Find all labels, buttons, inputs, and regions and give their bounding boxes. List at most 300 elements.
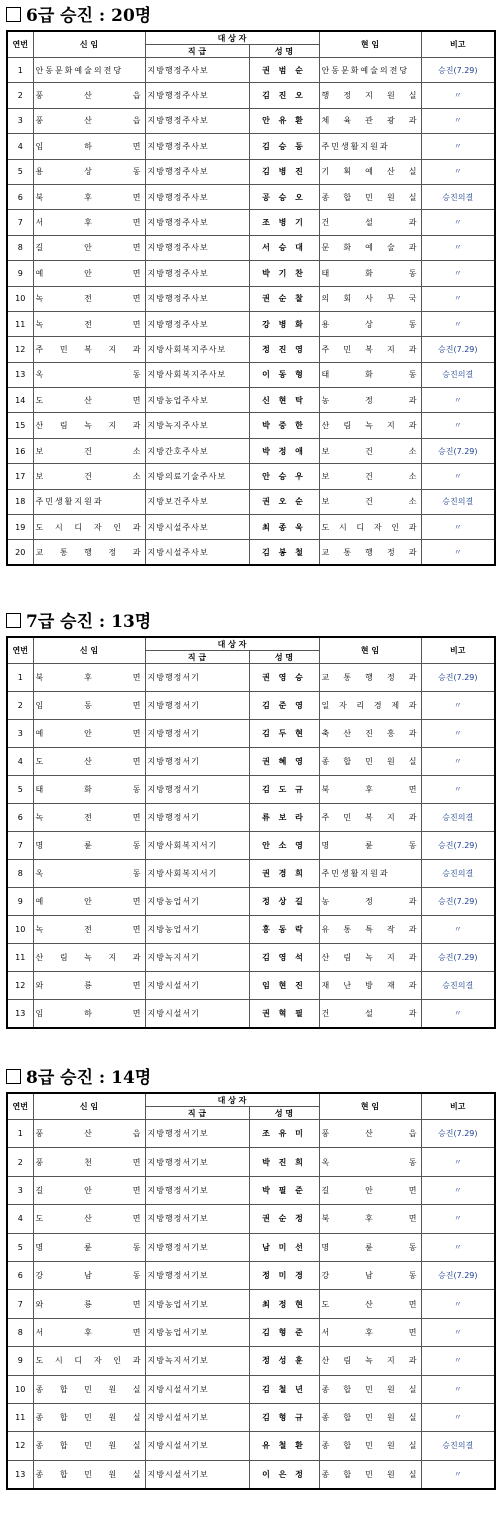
cell-name: 권 경 희	[249, 860, 319, 888]
table-row	[7, 1261, 495, 1289]
cell-name: 박 정 애	[249, 438, 319, 463]
header-rank: 직 급	[145, 651, 249, 664]
cell-note: 〃	[421, 1460, 495, 1488]
cell-rank: 지방행정주사보	[145, 235, 249, 260]
cell-rank: 지방행정서기보	[145, 1233, 249, 1261]
cell-rank: 지방간호주사보	[145, 438, 249, 463]
cell-no: 1	[7, 58, 33, 83]
cell-no: 3	[7, 108, 33, 133]
cell-new-post: 산 림 녹 지 과	[33, 413, 145, 438]
cell-current: 보 건 소	[319, 464, 421, 489]
cell-name: 안 승 우	[249, 464, 319, 489]
cell-rank: 지방농업주사보	[145, 388, 249, 413]
cell-current: 종 합 민 원 실	[319, 184, 421, 209]
cell-no: 12	[7, 972, 33, 1000]
cell-rank: 지방시설서기	[145, 1000, 249, 1028]
cell-new-post: 옥 동	[33, 860, 145, 888]
cell-note: 〃	[421, 776, 495, 804]
cell-current: 명 륜 동	[319, 832, 421, 860]
cell-new-post: 길 안 면	[33, 1176, 145, 1204]
cell-current: 안동문화예술의전당	[319, 58, 421, 83]
cell-note: 승진의결	[421, 362, 495, 387]
cell-new-post: 교 통 행 정 과	[33, 540, 145, 565]
cell-current: 태 화 동	[319, 362, 421, 387]
cell-no: 6	[7, 1261, 33, 1289]
cell-no: 14	[7, 388, 33, 413]
section-title: 7급 승진 : 13명	[0, 608, 500, 636]
cell-rank: 지방농업서기	[145, 916, 249, 944]
table-row	[7, 388, 495, 413]
table-row	[7, 748, 495, 776]
cell-note: 〃	[421, 286, 495, 311]
cell-note: 승진(7.29)	[421, 832, 495, 860]
cell-note: 승진(7.29)	[421, 58, 495, 83]
cell-name: 홍 동 락	[249, 916, 319, 944]
table-row	[7, 972, 495, 1000]
cell-note: 승진(7.29)	[421, 664, 495, 692]
cell-name: 공 승 오	[249, 184, 319, 209]
table-row	[7, 311, 495, 336]
cell-no: 19	[7, 515, 33, 540]
cell-current: 종 합 민 원 실	[319, 748, 421, 776]
cell-no: 20	[7, 540, 33, 565]
header-note: 비고	[421, 1093, 495, 1120]
table-row	[7, 1290, 495, 1318]
cell-new-post: 강 남 동	[33, 1261, 145, 1289]
cell-name: 권 영 승	[249, 664, 319, 692]
cell-current: 북 후 면	[319, 1205, 421, 1233]
checkbox-icon	[6, 613, 21, 628]
cell-rank: 지방행정서기보	[145, 1205, 249, 1233]
cell-new-post: 명 륜 동	[33, 1233, 145, 1261]
cell-new-post: 풍 천 면	[33, 1148, 145, 1176]
header-no: 연번	[7, 31, 33, 58]
table-row	[7, 515, 495, 540]
cell-no: 12	[7, 1432, 33, 1460]
cell-note: 〃	[421, 235, 495, 260]
cell-rank: 지방행정서기보	[145, 1120, 249, 1148]
cell-name: 조 유 미	[249, 1120, 319, 1148]
cell-rank: 지방시설서기보	[145, 1403, 249, 1431]
cell-name: 권 순 찰	[249, 286, 319, 311]
header-name: 성 명	[249, 1107, 319, 1120]
cell-name: 김 형 규	[249, 1403, 319, 1431]
table-row	[7, 108, 495, 133]
cell-current: 건 설 과	[319, 1000, 421, 1028]
cell-note: 승진(7.29)	[421, 337, 495, 362]
cell-rank: 지방행정서기보	[145, 1176, 249, 1204]
table-row	[7, 1148, 495, 1176]
cell-rank: 지방행정서기	[145, 720, 249, 748]
cell-no: 7	[7, 1290, 33, 1318]
cell-name: 정 상 길	[249, 888, 319, 916]
cell-rank: 지방농업서기	[145, 888, 249, 916]
cell-note: 〃	[421, 261, 495, 286]
cell-name: 권 오 순	[249, 489, 319, 514]
cell-rank: 지방행정주사보	[145, 311, 249, 336]
cell-name: 이 은 정	[249, 1460, 319, 1488]
cell-note: 〃	[421, 159, 495, 184]
table-row	[7, 261, 495, 286]
cell-current: 의 회 사 무 국	[319, 286, 421, 311]
cell-name: 정 진 영	[249, 337, 319, 362]
cell-name: 김 철 년	[249, 1375, 319, 1403]
cell-rank: 지방행정서기	[145, 748, 249, 776]
table-row	[7, 184, 495, 209]
cell-rank: 지방시설주사보	[145, 515, 249, 540]
cell-no: 1	[7, 664, 33, 692]
header-name: 성 명	[249, 651, 319, 664]
header-target: 대 상 자	[145, 1093, 319, 1107]
section-title: 6급 승진 : 20명	[0, 2, 500, 30]
cell-new-post: 도 시 디 자 인 과	[33, 1347, 145, 1375]
cell-new-post: 종 합 민 원 실	[33, 1432, 145, 1460]
cell-note: 승진의결	[421, 184, 495, 209]
cell-note: 승진(7.29)	[421, 888, 495, 916]
cell-new-post: 녹 전 면	[33, 804, 145, 832]
cell-name: 정 미 경	[249, 1261, 319, 1289]
header-current: 현 임	[319, 637, 421, 664]
cell-note: 승진의결	[421, 860, 495, 888]
cell-no: 2	[7, 83, 33, 108]
table-row	[7, 235, 495, 260]
cell-current: 일 자 리 경 제 과	[319, 692, 421, 720]
table-row	[7, 464, 495, 489]
cell-current: 종 합 민 원 실	[319, 1460, 421, 1488]
cell-no: 8	[7, 235, 33, 260]
cell-note: 〃	[421, 1205, 495, 1233]
cell-note: 〃	[421, 1375, 495, 1403]
cell-current: 옥 동	[319, 1148, 421, 1176]
cell-current: 북 후 면	[319, 776, 421, 804]
cell-new-post: 옥 동	[33, 362, 145, 387]
cell-no: 6	[7, 804, 33, 832]
cell-rank: 지방보건주사보	[145, 489, 249, 514]
table-row	[7, 664, 495, 692]
cell-note: 승진의결	[421, 1432, 495, 1460]
cell-no: 8	[7, 1318, 33, 1346]
table-row	[7, 720, 495, 748]
cell-new-post: 풍 산 읍	[33, 83, 145, 108]
cell-current: 주민생활지원과	[319, 860, 421, 888]
cell-rank: 지방사회복지서기	[145, 832, 249, 860]
cell-new-post: 서 후 면	[33, 210, 145, 235]
cell-new-post: 녹 전 면	[33, 311, 145, 336]
cell-no: 9	[7, 1347, 33, 1375]
cell-rank: 지방농업서기보	[145, 1290, 249, 1318]
cell-current: 유 통 특 작 과	[319, 916, 421, 944]
cell-no: 12	[7, 337, 33, 362]
table-row	[7, 1460, 495, 1488]
cell-rank: 지방행정주사보	[145, 184, 249, 209]
cell-new-post: 용 상 동	[33, 159, 145, 184]
cell-new-post: 종 합 민 원 실	[33, 1375, 145, 1403]
cell-rank: 지방시설주사보	[145, 540, 249, 565]
cell-rank: 지방시설서기보	[145, 1460, 249, 1488]
cell-name: 안 소 영	[249, 832, 319, 860]
cell-new-post: 도 산 면	[33, 388, 145, 413]
cell-current: 보 건 소	[319, 438, 421, 463]
cell-note: 〃	[421, 1233, 495, 1261]
cell-new-post: 예 안 면	[33, 720, 145, 748]
cell-new-post: 산 림 녹 지 과	[33, 944, 145, 972]
cell-current: 기 획 예 산 실	[319, 159, 421, 184]
cell-current: 용 상 동	[319, 311, 421, 336]
section-title: 8급 승진 : 14명	[0, 1064, 500, 1092]
cell-current: 교 통 행 정 과	[319, 540, 421, 565]
cell-new-post: 녹 전 면	[33, 286, 145, 311]
cell-rank: 지방행정주사보	[145, 134, 249, 159]
cell-no: 4	[7, 134, 33, 159]
cell-note: 〃	[421, 1148, 495, 1176]
table-row	[7, 832, 495, 860]
table-row	[7, 1347, 495, 1375]
cell-current: 농 정 과	[319, 388, 421, 413]
table-row	[7, 413, 495, 438]
cell-rank: 지방행정서기보	[145, 1148, 249, 1176]
cell-no: 18	[7, 489, 33, 514]
cell-current: 도 시 디 자 인 과	[319, 515, 421, 540]
table-row	[7, 134, 495, 159]
cell-new-post: 임 하 면	[33, 1000, 145, 1028]
header-target: 대 상 자	[145, 637, 319, 651]
cell-new-post: 예 안 면	[33, 261, 145, 286]
cell-current: 태 화 동	[319, 261, 421, 286]
table-row	[7, 540, 495, 565]
cell-current: 강 남 동	[319, 1261, 421, 1289]
cell-rank: 지방행정주사보	[145, 159, 249, 184]
cell-new-post: 명 륜 동	[33, 832, 145, 860]
cell-note: 〃	[421, 748, 495, 776]
cell-current: 종 합 민 원 실	[319, 1432, 421, 1460]
header-no: 연번	[7, 637, 33, 664]
table-row	[7, 286, 495, 311]
cell-rank: 지방시설서기	[145, 972, 249, 1000]
cell-no: 10	[7, 1375, 33, 1403]
cell-name: 김 병 진	[249, 159, 319, 184]
cell-name: 김 두 현	[249, 720, 319, 748]
cell-no: 6	[7, 184, 33, 209]
promotion-table	[6, 636, 496, 1029]
table-row	[7, 438, 495, 463]
section-grade8	[0, 1064, 500, 1490]
cell-name: 유 철 환	[249, 1432, 319, 1460]
cell-name: 임 현 진	[249, 972, 319, 1000]
cell-note: 〃	[421, 1347, 495, 1375]
cell-no: 5	[7, 159, 33, 184]
cell-rank: 지방녹지서기	[145, 944, 249, 972]
cell-no: 15	[7, 413, 33, 438]
cell-name: 조 병 기	[249, 210, 319, 235]
cell-current: 교 통 행 정 과	[319, 664, 421, 692]
cell-no: 13	[7, 362, 33, 387]
cell-current: 서 후 면	[319, 1318, 421, 1346]
promotion-table	[6, 1092, 496, 1490]
cell-rank: 지방행정서기	[145, 664, 249, 692]
cell-rank: 지방행정주사보	[145, 108, 249, 133]
header-current: 현 임	[319, 31, 421, 58]
cell-note: 승진(7.29)	[421, 438, 495, 463]
header-new-post: 신 임	[33, 1093, 145, 1120]
table-row	[7, 210, 495, 235]
cell-note: 〃	[421, 413, 495, 438]
cell-current: 길 안 면	[319, 1176, 421, 1204]
cell-name: 권 혜 영	[249, 748, 319, 776]
cell-no: 4	[7, 1205, 33, 1233]
cell-no: 11	[7, 1403, 33, 1431]
header-rank: 직 급	[145, 45, 249, 58]
table-row	[7, 83, 495, 108]
header-target: 대 상 자	[145, 31, 319, 45]
cell-note: 〃	[421, 692, 495, 720]
table-row	[7, 1176, 495, 1204]
table-row	[7, 1375, 495, 1403]
cell-rank: 지방사회복지주사보	[145, 337, 249, 362]
cell-name: 이 동 형	[249, 362, 319, 387]
table-row	[7, 888, 495, 916]
cell-no: 13	[7, 1000, 33, 1028]
cell-current: 주민생활지원과	[319, 134, 421, 159]
cell-note: 〃	[421, 1318, 495, 1346]
cell-new-post: 임 하 면	[33, 134, 145, 159]
cell-note: 〃	[421, 515, 495, 540]
table-row	[7, 489, 495, 514]
cell-new-post: 보 건 소	[33, 438, 145, 463]
cell-name: 권 혁 필	[249, 1000, 319, 1028]
cell-no: 5	[7, 776, 33, 804]
cell-note: 승진(7.29)	[421, 1120, 495, 1148]
header-rank: 직 급	[145, 1107, 249, 1120]
cell-new-post: 종 합 민 원 실	[33, 1460, 145, 1488]
cell-name: 김 승 동	[249, 134, 319, 159]
cell-name: 강 병 화	[249, 311, 319, 336]
cell-no: 10	[7, 916, 33, 944]
section-grade6	[0, 2, 500, 566]
cell-rank: 지방행정주사보	[145, 210, 249, 235]
table-row	[7, 1318, 495, 1346]
cell-name: 박 중 한	[249, 413, 319, 438]
cell-new-post: 안동문화예술의전당	[33, 58, 145, 83]
cell-current: 풍 산 읍	[319, 1120, 421, 1148]
cell-note: 〃	[421, 916, 495, 944]
cell-name: 안 유 환	[249, 108, 319, 133]
section-grade7	[0, 608, 500, 1029]
cell-name: 최 정 현	[249, 1290, 319, 1318]
cell-note: 〃	[421, 1176, 495, 1204]
cell-current: 산 림 녹 지 과	[319, 944, 421, 972]
table-row	[7, 1432, 495, 1460]
cell-current: 주 민 복 지 과	[319, 337, 421, 362]
cell-name: 김 도 규	[249, 776, 319, 804]
header-new-post: 신 임	[33, 31, 145, 58]
cell-rank: 지방행정주사보	[145, 58, 249, 83]
cell-no: 9	[7, 888, 33, 916]
cell-name: 신 현 탁	[249, 388, 319, 413]
cell-rank: 지방행정서기	[145, 692, 249, 720]
cell-name: 정 성 훈	[249, 1347, 319, 1375]
cell-note: 〃	[421, 1403, 495, 1431]
cell-no: 3	[7, 720, 33, 748]
cell-name: 박 필 준	[249, 1176, 319, 1204]
table-row	[7, 804, 495, 832]
cell-new-post: 북 후 면	[33, 184, 145, 209]
cell-new-post: 서 후 면	[33, 1318, 145, 1346]
cell-current: 보 건 소	[319, 489, 421, 514]
cell-name: 권 순 정	[249, 1205, 319, 1233]
table-row	[7, 1205, 495, 1233]
cell-rank: 지방사회복지서기	[145, 860, 249, 888]
cell-name: 서 승 대	[249, 235, 319, 260]
cell-rank: 지방행정주사보	[145, 83, 249, 108]
cell-name: 김 준 영	[249, 692, 319, 720]
cell-rank: 지방행정서기보	[145, 1261, 249, 1289]
cell-no: 2	[7, 692, 33, 720]
cell-rank: 지방행정서기	[145, 804, 249, 832]
cell-name: 최 종 욱	[249, 515, 319, 540]
cell-no: 7	[7, 832, 33, 860]
table-row	[7, 362, 495, 387]
cell-no: 4	[7, 748, 33, 776]
cell-no: 11	[7, 944, 33, 972]
cell-note: 〃	[421, 210, 495, 235]
cell-current: 산 림 녹 지 과	[319, 413, 421, 438]
cell-rank: 지방녹지주사보	[145, 413, 249, 438]
cell-current: 농 정 과	[319, 888, 421, 916]
cell-note: 〃	[421, 108, 495, 133]
cell-name: 김 영 석	[249, 944, 319, 972]
promotion-table	[6, 30, 496, 566]
cell-rank: 지방행정서기	[145, 776, 249, 804]
table-row	[7, 337, 495, 362]
cell-current: 축 산 진 흥 과	[319, 720, 421, 748]
cell-new-post: 길 안 면	[33, 235, 145, 260]
cell-name: 류 보 라	[249, 804, 319, 832]
cell-new-post: 예 안 면	[33, 888, 145, 916]
header-new-post: 신 임	[33, 637, 145, 664]
cell-new-post: 도 시 디 자 인 과	[33, 515, 145, 540]
cell-no: 11	[7, 311, 33, 336]
cell-no: 16	[7, 438, 33, 463]
cell-note: 〃	[421, 1000, 495, 1028]
cell-note: 승진의결	[421, 804, 495, 832]
header-no: 연번	[7, 1093, 33, 1120]
cell-rank: 지방시설서기보	[145, 1432, 249, 1460]
cell-no: 5	[7, 1233, 33, 1261]
cell-new-post: 도 산 면	[33, 1205, 145, 1233]
cell-new-post: 주민생활지원과	[33, 489, 145, 514]
cell-note: 〃	[421, 134, 495, 159]
checkbox-icon	[6, 1069, 21, 1084]
cell-current: 문 화 예 술 과	[319, 235, 421, 260]
cell-note: 〃	[421, 540, 495, 565]
cell-current: 종 합 민 원 실	[319, 1403, 421, 1431]
cell-rank: 지방농업서기보	[145, 1318, 249, 1346]
cell-current: 행 정 지 원 실	[319, 83, 421, 108]
cell-note: 승진(7.29)	[421, 1261, 495, 1289]
cell-rank: 지방의료기술주사보	[145, 464, 249, 489]
cell-name: 김 형 준	[249, 1318, 319, 1346]
cell-name: 김 봉 철	[249, 540, 319, 565]
cell-current: 건 설 과	[319, 210, 421, 235]
cell-new-post: 태 화 동	[33, 776, 145, 804]
cell-note: 승진의결	[421, 972, 495, 1000]
cell-new-post: 풍 산 읍	[33, 108, 145, 133]
cell-new-post: 보 건 소	[33, 464, 145, 489]
cell-new-post: 와 룡 면	[33, 1290, 145, 1318]
table-row	[7, 1000, 495, 1028]
table-row	[7, 1233, 495, 1261]
cell-no: 13	[7, 1460, 33, 1488]
